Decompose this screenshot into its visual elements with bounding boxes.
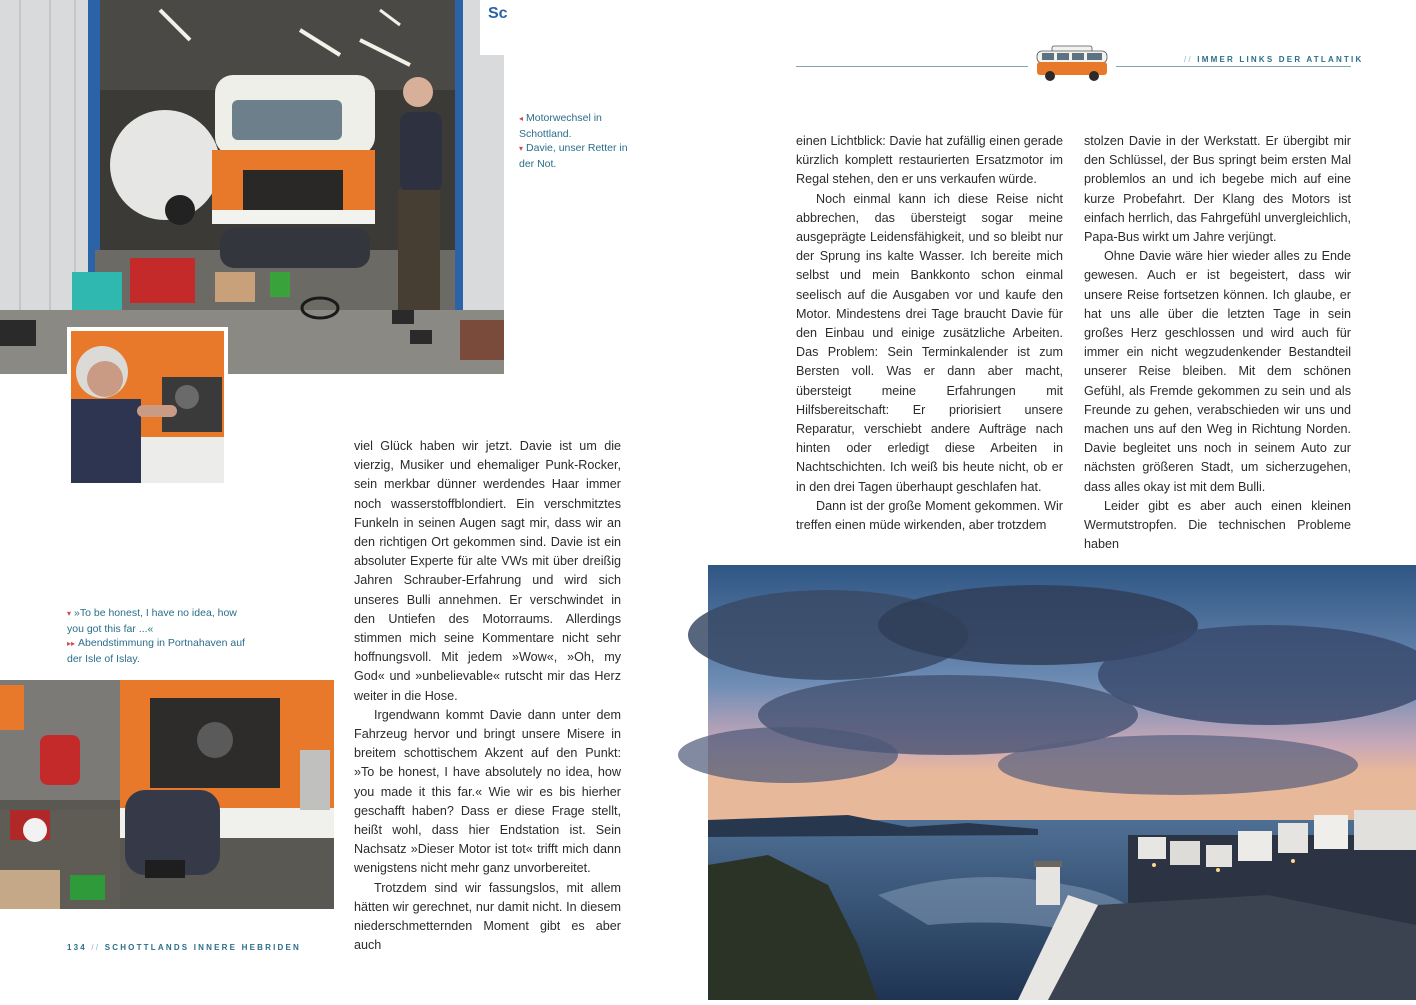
van-icon — [1034, 44, 1110, 82]
left-paragraph-1: viel Glück haben wir jetzt. Davie ist um die vierzig, Musiker und ehemaliger Punk-Rocker, sein merkbar dünner werdendes Haar immer noch wasserstoffblondiert. Ein verschmitztes Funkeln in seinen Augen sagt mir, dass wir an den richtigen Ort gekommen sind. Davie ist ein absoluter Experte für alte VWs mit über dreißig Jahren Schrauber-Erfahrung und wird sich unseres Bulli annehmen. Er verschwindet in den Untiefen des Motorraums. Allerdings stimmen mich seine Kommentare nicht sehr hoffnungsvoll. Mit jedem »Wow«, »Oh, my God« und »unbelievable« rutscht mir das Herz weiter in die Hose. — [354, 439, 621, 703]
caption-text-1: Motorwechsel in Schottland. — [519, 112, 602, 140]
right-col1-paragraph-3: Dann ist der große Moment gekommen. Wir treffen einen müde wirkenden, aber trotzdem — [796, 498, 1063, 533]
dusk-seascape-illustration — [708, 565, 1416, 1000]
header-title: IMMER LINKS DER ATLANTIK — [1197, 55, 1364, 64]
engine-illustration — [0, 680, 334, 909]
header-rule-left — [796, 66, 1028, 67]
mechanic-illustration — [67, 327, 228, 487]
caption-text-3: »To be honest, I have no idea, how you got this far ...« — [67, 607, 237, 635]
portnahaven-photo — [708, 565, 1416, 1000]
caption-quotes — [67, 606, 252, 666]
footer-section-title: SCHOTTLANDS INNERE HEBRIDEN — [104, 943, 301, 952]
garage-illustration — [0, 0, 508, 374]
right-col2-paragraph-3: Leider gibt es aber auch einen kleinen Wermutstropfen. Die technischen Probleme haben — [1084, 498, 1351, 552]
engine-photo — [0, 680, 334, 909]
caption-line-4 — [67, 636, 252, 666]
right-body-column-2 — [1084, 132, 1351, 554]
left-footer — [67, 943, 301, 952]
right-col1-paragraph-1: einen Lichtblick: Davie hat zufällig einen gerade kürzlich komplett restaurierten Ersatzmotor im Regal stehen, den er uns verkaufen würde. — [796, 134, 1063, 187]
right-col1-paragraph-2: Noch einmal kann ich diese Reise nicht abbrechen, das übersteigt sogar meine ausgeprägte Leidensfähigkeit, und so bleibt nur der Sprung ins kalte Wasser. Ich bereite mich selbst und mein Bankkonto schon einmal seelisch auf die Ausgaben vor und kaufe den Motor. Mindestens drei Tage braucht Davie für den Einbau und einige zusätzliche Arbeiten. Das Problem: Sein Terminkalender ist zum Bersten voll. Was er dann aber macht, übersteigt meine Erfahrungen mit Hilfsbereitschaft: Er priorisiert unsere Reparatur, verschiebt andere Aufträge nach hinten oder erledigt diese Arbeiten in Nachtschichten. Ich weiß bis heute nicht, ob er in den drei Tagen überhaupt geschlafen hat. — [796, 191, 1063, 494]
right-col2-paragraph-2: Ohne Davie wäre hier wieder alles zu Ende gewesen. Auch er ist begeistert, dass wir unsere Reise fortsetzen können. Ich glaube, er hat uns alle über die letzten Tage in sein großes Herz geschlossen und wird auch für immer ein nicht wegzudenkender Bestandteil unserer Reise bleiben. Mit dem schönen Gefühl, als Fremde gekommen zu sein und als Freunde zu gehen, verabschieden wir uns und machen uns auf den Weg in Richtung Norden. Davie begleitet uns noch in seinem Auto zur nächsten größeren Stadt, um sicherzugehen, dass alles okay ist mit dem Bulli. — [1084, 249, 1351, 494]
caption-line-3 — [67, 606, 252, 636]
garage-sign-text: Sc — [488, 5, 508, 22]
garage-photo — [0, 0, 508, 374]
inset-photo — [67, 327, 228, 487]
caption-marker-1: ◂ — [519, 114, 524, 123]
footer-separator: // — [91, 943, 101, 952]
right-header — [1184, 55, 1363, 64]
header-rule-right — [1116, 66, 1351, 67]
left-paragraph-3: Trotzdem sind wir fassungslos, mit allem hätten wir gerechnet, nur damit nicht. In diesem niederschmetternden Moment gibt es aber auch — [354, 880, 621, 953]
caption-marker-4: ▸▸ — [67, 639, 76, 649]
page-number: 134 — [67, 943, 87, 952]
caption-text-2: Davie, unser Retter in der Not. — [519, 142, 628, 170]
caption-marker-2: ▾ — [519, 144, 524, 154]
right-body-column-1 — [796, 132, 1063, 535]
caption-line-2 — [519, 141, 629, 171]
caption-text-4: Abendstimmung in Portnahaven auf der Isle of Islay. — [67, 637, 245, 665]
caption-garage — [519, 111, 629, 171]
caption-marker-3: ▾ — [67, 609, 72, 618]
right-col2-paragraph-1: stolzen Davie in der Werkstatt. Er übergibt mir den Schlüssel, der Bus springt beim ersten Mal problemlos an und ich begebe mich auf eine kurze Probefahrt. Der Klang des Motors ist einfach herrlich, das Fahrgefühl unvergleichlich, Papa-Bus wirkt um Jahre verjüngt. — [1084, 134, 1351, 245]
header-separator: // — [1184, 55, 1193, 64]
left-paragraph-2: Irgendwann kommt Davie dann unter dem Fahrzeug hervor und bringt unsere Misere in breitem schottischem Akzent auf den Punkt: »To be honest, I have absolutely no idea, how you made it this far.« Wie wir es bis hierher geschafft haben? Dass er diese Frage stellt, heißt wohl, dass hier Endstation ist. Sein Nachsatz »Dieser Motor ist tot« trifft mich dann wenigstens nicht mehr ganz unvorbereitet. — [354, 707, 621, 876]
caption-line-1 — [519, 111, 629, 141]
left-body-column — [354, 437, 621, 955]
